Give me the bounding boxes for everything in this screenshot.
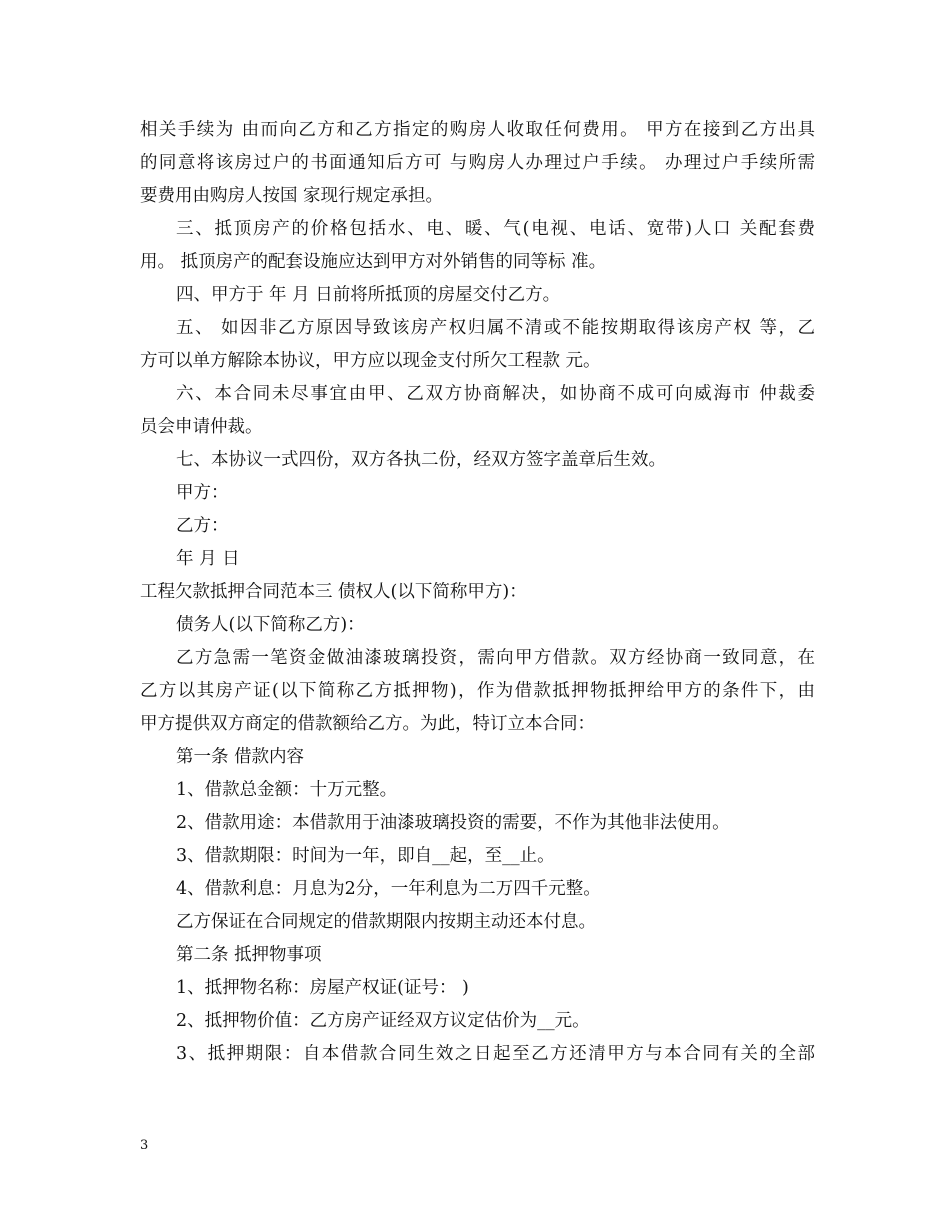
paragraph-line: 债务人(以下简称乙方)： xyxy=(176,615,365,635)
paragraph-line: 员会申请仲裁。 xyxy=(140,417,263,437)
article-heading: 第二条 抵押物事项 xyxy=(176,945,322,965)
paragraph-line: 乙方以其房产证(以下简称乙方抵押物)，作为借款抵押物抵押给甲方的条件下，由 xyxy=(140,681,815,701)
paragraph-line: 四、甲方于 年 月 日前将所抵顶的房屋交付乙方。 xyxy=(176,285,561,305)
paragraph-line: 方可以单方解除本协议，甲方应以现金支付所欠工程款 元。 xyxy=(140,351,601,371)
signature-date: 年 月 日 xyxy=(176,549,240,569)
paragraph-line: 4、借款利息：月息为2分，一年利息为二万四千元整。 xyxy=(176,879,601,899)
signature-party-a: 甲方： xyxy=(176,483,229,503)
signature-party-b: 乙方： xyxy=(176,516,229,536)
paragraph-line: 2、借款用途：本借款用于油漆玻璃投资的需要，不作为其他非法使用。 xyxy=(176,813,730,833)
paragraph-line: 1、抵押物名称：房屋产权证(证号： ) xyxy=(176,978,469,998)
paragraph-line: 相关手续为 由而向乙方和乙方指定的购房人收取任何费用。 甲方在接到乙方出具 xyxy=(140,120,815,140)
contract-heading: 工程欠款抵押合同范本三 债权人(以下简称甲方)： xyxy=(140,582,527,602)
paragraph-line: 五、 如因非乙方原因导致该房产权归属不清或不能按期取得该房产权 等，乙 xyxy=(176,318,815,338)
paragraph-line: 乙方急需一笔资金做油漆玻璃投资，需向甲方借款。双方经协商一致同意，在 xyxy=(176,648,815,668)
paragraph-line: 六、本合同未尽事宜由甲、乙双方协商解决，如协商不成可向威海市 仲裁委 xyxy=(176,384,815,404)
paragraph-line: 1、借款总金额：十万元整。 xyxy=(176,780,398,800)
paragraph-line: 要费用由购房人按国 家现行规定承担。 xyxy=(140,186,444,206)
paragraph-line: 3、借款期限：时间为一年，即自__起，至__止。 xyxy=(176,846,555,866)
paragraph-line: 三、抵顶房产的价格包括水、电、暖、气(电视、电话、宽带)人口 关配套费 xyxy=(176,219,815,239)
paragraph-line: 乙方保证在合同规定的借款期限内按期主动还本付息。 xyxy=(176,912,596,932)
article-heading: 第一条 借款内容 xyxy=(176,747,305,767)
paragraph-line: 用。 抵顶房产的配套设施应达到甲方对外销售的同等标 准。 xyxy=(140,252,607,272)
page-number: 3 xyxy=(140,1138,149,1153)
paragraph-line: 甲方提供双方商定的借款额给乙方。为此，特订立本合同： xyxy=(140,714,595,734)
paragraph-line: 2、抵押物价值：乙方房产证经双方议定估价为__元。 xyxy=(176,1011,590,1031)
paragraph-line: 七、本协议一式四份，双方各执二份，经双方签字盖章后生效。 xyxy=(176,450,666,470)
paragraph-line: 3、抵押期限：自本借款合同生效之日起至乙方还清甲方与本合同有关的全部 xyxy=(176,1044,815,1064)
paragraph-line: 的同意将该房过户的书面通知后方可 与购房人办理过户手续。 办理过户手续所需 xyxy=(140,153,815,173)
